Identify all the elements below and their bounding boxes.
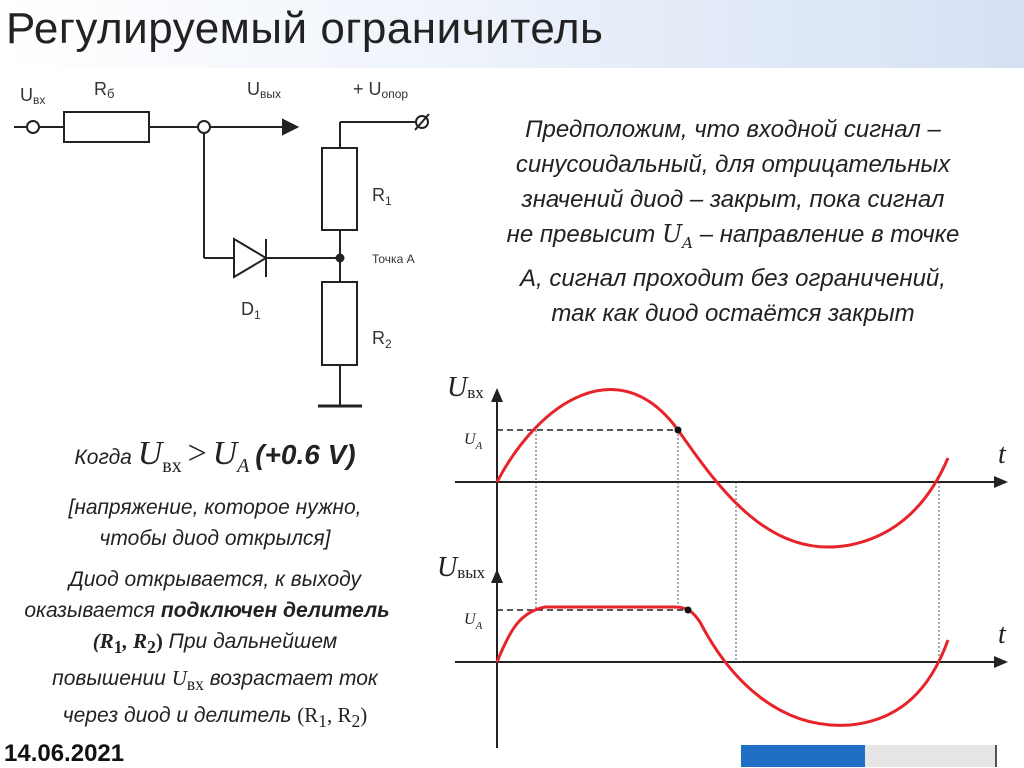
graph-output-ua-label: $U_A$ bbox=[464, 611, 483, 632]
graph-output-signal bbox=[497, 607, 948, 725]
graph-input-y-arrow bbox=[491, 388, 503, 402]
ua-symbol: $U_A$ bbox=[661, 220, 694, 252]
graph-output bbox=[437, 552, 1008, 725]
note-line-2: чтобы диод открылся] bbox=[99, 526, 331, 550]
rb-label: Rб bbox=[94, 79, 115, 101]
footer-gray-bar bbox=[865, 745, 995, 767]
graph-output-t-label: t bbox=[998, 619, 1006, 650]
graph-output-y-label: Uвых bbox=[437, 552, 486, 583]
date-label: 14.06.2021 bbox=[4, 740, 125, 767]
footer-accent-bar bbox=[741, 745, 865, 767]
diode-d1 bbox=[234, 239, 266, 277]
u-out-label: Uвых bbox=[247, 79, 281, 101]
resistor-rb bbox=[64, 112, 149, 142]
d1-label: $D_1$ bbox=[241, 299, 261, 322]
graph-input-marker bbox=[675, 427, 682, 434]
resistor-r2 bbox=[322, 282, 357, 365]
graph-input-x-arrow bbox=[994, 476, 1008, 488]
output-arrow bbox=[283, 120, 297, 134]
paragraph-line-5: через диод и делитель ($R_1$, $R_2$) bbox=[62, 703, 368, 732]
footer-divider bbox=[995, 745, 997, 767]
graph-input bbox=[447, 372, 1008, 748]
output-node bbox=[198, 121, 210, 133]
graph-input-t-label: t bbox=[998, 439, 1006, 470]
note-line-1: [напряжение, которое нужно, bbox=[68, 495, 362, 519]
graph-input-ua-label: $U_A$ bbox=[464, 431, 483, 452]
u-ref-label: + Uопор bbox=[353, 79, 409, 101]
description-line-2: синусоидальный, для отрицательных bbox=[515, 151, 951, 178]
paragraph-line-3: ($R_1$, $R_2$) При дальнейшем bbox=[92, 628, 338, 657]
point-a-label: Точка А bbox=[372, 252, 415, 266]
description-line-4: не превысит $U_A$ – направление в точке bbox=[506, 220, 960, 252]
circuit-labels bbox=[20, 79, 415, 351]
description-line-1: Предположим, что входной сигнал – bbox=[525, 116, 941, 143]
graph-output-x-arrow bbox=[994, 656, 1008, 668]
description-text bbox=[450, 112, 1016, 331]
paragraph-line-1: Диод открывается, к выходу bbox=[68, 567, 362, 591]
description-line-5: А, сигнал проходит без ограничений, bbox=[520, 264, 946, 292]
point-a-dot bbox=[337, 255, 344, 262]
explanation-block bbox=[0, 428, 430, 737]
description-line-6: так как диод остаётся закрыт bbox=[551, 299, 915, 327]
graph-output-marker bbox=[685, 607, 692, 614]
paragraph-line-2: оказывается подключен делитель bbox=[24, 598, 390, 622]
graph-input-signal bbox=[497, 390, 948, 547]
resistor-r1 bbox=[322, 148, 357, 230]
description-line-3: значений диод – закрыт, пока сигнал bbox=[521, 186, 945, 213]
r1-label: $R_1$ bbox=[372, 185, 392, 208]
u-in-label: Uвх bbox=[20, 85, 46, 107]
input-terminal bbox=[27, 121, 39, 133]
paragraph-line-4: повышении $U_{вх}$ возрастает ток bbox=[52, 665, 378, 695]
r2-label: $R_2$ bbox=[372, 328, 392, 351]
graph-input-y-label: Uвх bbox=[447, 372, 484, 403]
page-title: Регулируемый ограничитель bbox=[6, 4, 604, 53]
circuit-schematic bbox=[14, 112, 429, 406]
graph-output-y-arrow bbox=[491, 569, 503, 583]
condition-formula: Когда $U_{вх} > U_A$ (+0.6 V) bbox=[74, 435, 356, 477]
